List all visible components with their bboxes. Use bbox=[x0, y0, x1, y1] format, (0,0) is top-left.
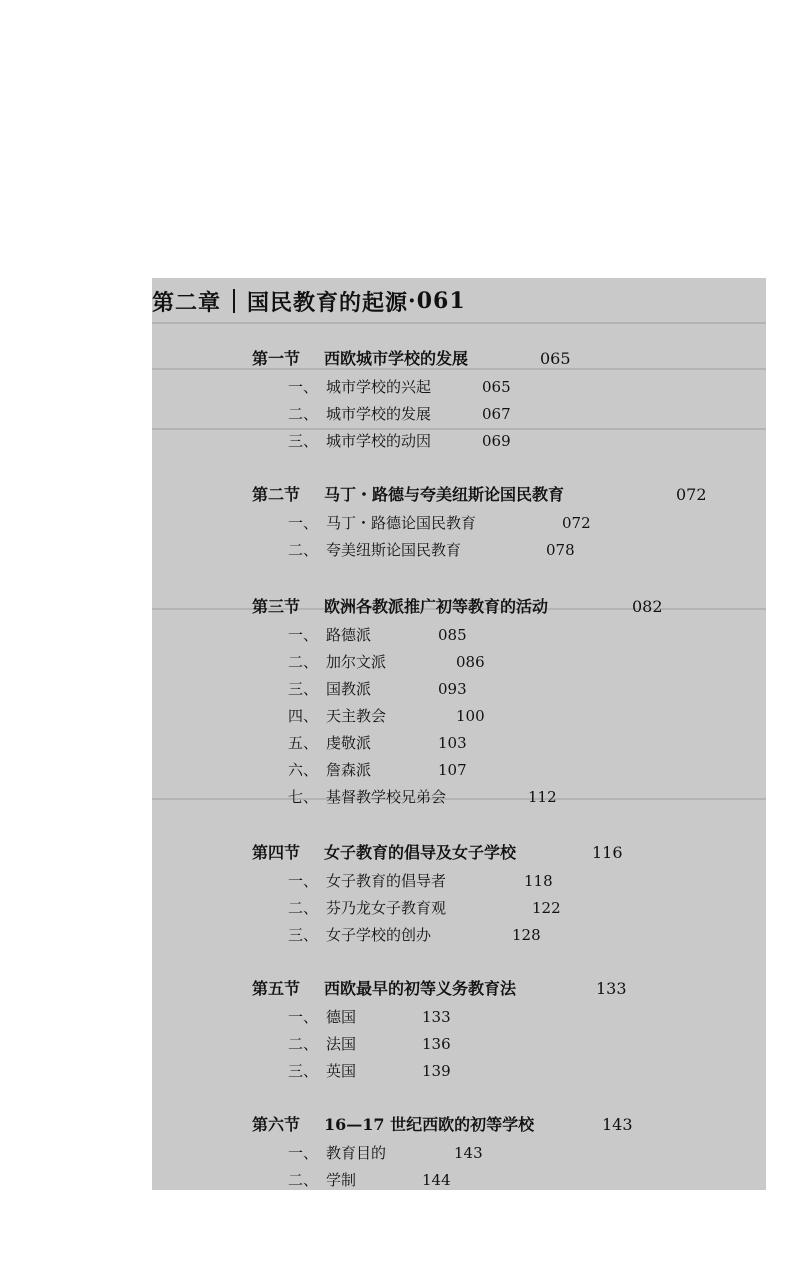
item-page: 078 bbox=[546, 541, 575, 559]
item-page: 093 bbox=[438, 680, 467, 698]
item-page: 085 bbox=[438, 626, 467, 644]
item-number: 四、 bbox=[288, 707, 319, 725]
item-page: 107 bbox=[438, 761, 467, 779]
bleed-through-line bbox=[152, 322, 766, 324]
item-number: 二、 bbox=[288, 1171, 319, 1189]
chapter-dot: · bbox=[408, 288, 417, 314]
item-title: 芬乃龙女子教育观 bbox=[326, 899, 447, 917]
section-page: 072 bbox=[676, 485, 707, 504]
item-page: 067 bbox=[482, 405, 511, 423]
section-label: 第五节 bbox=[252, 979, 301, 998]
item-page: 103 bbox=[438, 734, 467, 752]
item-title: 马丁・路德论国民教育 bbox=[326, 514, 477, 532]
item-title: 天主教会 bbox=[326, 707, 387, 725]
item-number: 二、 bbox=[288, 541, 319, 559]
item-title: 教育目的 bbox=[326, 1144, 387, 1162]
item-title: 德国 bbox=[326, 1008, 357, 1026]
item-page: 136 bbox=[422, 1035, 451, 1053]
item-title: 女子学校的创办 bbox=[326, 926, 432, 944]
item-number: 一、 bbox=[288, 872, 319, 890]
section-page: 133 bbox=[596, 979, 627, 998]
item-number: 一、 bbox=[288, 626, 319, 644]
item-title: 城市学校的兴起 bbox=[326, 378, 432, 396]
item-page: 118 bbox=[524, 872, 553, 890]
item-title: 夸美纽斯论国民教育 bbox=[326, 541, 462, 559]
item-page: 086 bbox=[456, 653, 485, 671]
section-page: 065 bbox=[540, 349, 571, 368]
item-number: 五、 bbox=[288, 734, 319, 752]
section-title: 西欧城市学校的发展 bbox=[324, 349, 469, 368]
item-title: 英国 bbox=[326, 1062, 357, 1080]
section-title: 西欧最早的初等义务教育法 bbox=[324, 979, 517, 998]
item-number: 一、 bbox=[288, 1008, 319, 1026]
item-number: 三、 bbox=[288, 680, 319, 698]
item-page: 143 bbox=[454, 1144, 483, 1162]
item-number: 七、 bbox=[288, 788, 319, 806]
item-number: 六、 bbox=[288, 761, 319, 779]
item-page: 069 bbox=[482, 432, 511, 450]
item-number: 二、 bbox=[288, 653, 319, 671]
bleed-through-line bbox=[152, 428, 766, 430]
item-number: 二、 bbox=[288, 899, 319, 917]
item-title: 加尔文派 bbox=[326, 653, 387, 671]
item-title: 城市学校的发展 bbox=[326, 405, 432, 423]
section-label: 第一节 bbox=[252, 349, 301, 368]
item-number: 三、 bbox=[288, 926, 319, 944]
item-page: 065 bbox=[482, 378, 511, 396]
item-page: 100 bbox=[456, 707, 485, 725]
item-title: 虔敬派 bbox=[326, 734, 372, 752]
section-label: 第二节 bbox=[252, 485, 301, 504]
section-label: 第三节 bbox=[252, 597, 301, 616]
item-title: 基督教学校兄弟会 bbox=[326, 788, 447, 806]
item-page: 122 bbox=[532, 899, 561, 917]
item-title: 学制 bbox=[326, 1171, 357, 1189]
chapter-title: 国民教育的起源 bbox=[247, 289, 409, 316]
item-page: 112 bbox=[528, 788, 557, 806]
item-page: 072 bbox=[562, 514, 591, 532]
item-number: 三、 bbox=[288, 1062, 319, 1080]
item-page: 128 bbox=[512, 926, 541, 944]
chapter-label: 第二章 bbox=[152, 289, 222, 316]
item-number: 一、 bbox=[288, 1144, 319, 1162]
item-number: 三、 bbox=[288, 432, 319, 450]
section-title: 马丁・路德与夸美纽斯论国民教育 bbox=[324, 485, 565, 504]
section-label: 第六节 bbox=[252, 1115, 301, 1134]
section-title: 女子教育的倡导及女子学校 bbox=[324, 843, 517, 862]
chapter-page: 061 bbox=[416, 288, 466, 314]
section-page: 143 bbox=[602, 1115, 633, 1134]
section-page: 082 bbox=[632, 597, 663, 616]
item-title: 路德派 bbox=[326, 626, 372, 644]
item-page: 144 bbox=[422, 1171, 451, 1189]
section-label: 第四节 bbox=[252, 843, 301, 862]
chapter-heading bbox=[152, 284, 466, 318]
item-number: 一、 bbox=[288, 378, 319, 396]
section-page: 116 bbox=[592, 843, 623, 862]
item-page: 133 bbox=[422, 1008, 451, 1026]
item-title: 女子教育的倡导者 bbox=[326, 872, 447, 890]
item-title: 国教派 bbox=[326, 680, 372, 698]
section-title: 欧洲各教派推广初等教育的活动 bbox=[324, 597, 549, 616]
item-title: 城市学校的动因 bbox=[326, 432, 432, 450]
section-title: 16—17 世纪西欧的初等学校 bbox=[324, 1115, 535, 1134]
bleed-through-line bbox=[152, 798, 766, 800]
item-title: 法国 bbox=[326, 1035, 357, 1053]
chapter-divider bbox=[233, 289, 235, 313]
item-page: 139 bbox=[422, 1062, 451, 1080]
scanned-page bbox=[152, 278, 766, 1190]
item-number: 二、 bbox=[288, 405, 319, 423]
item-number: 二、 bbox=[288, 1035, 319, 1053]
item-title: 詹森派 bbox=[326, 761, 372, 779]
item-number: 一、 bbox=[288, 514, 319, 532]
